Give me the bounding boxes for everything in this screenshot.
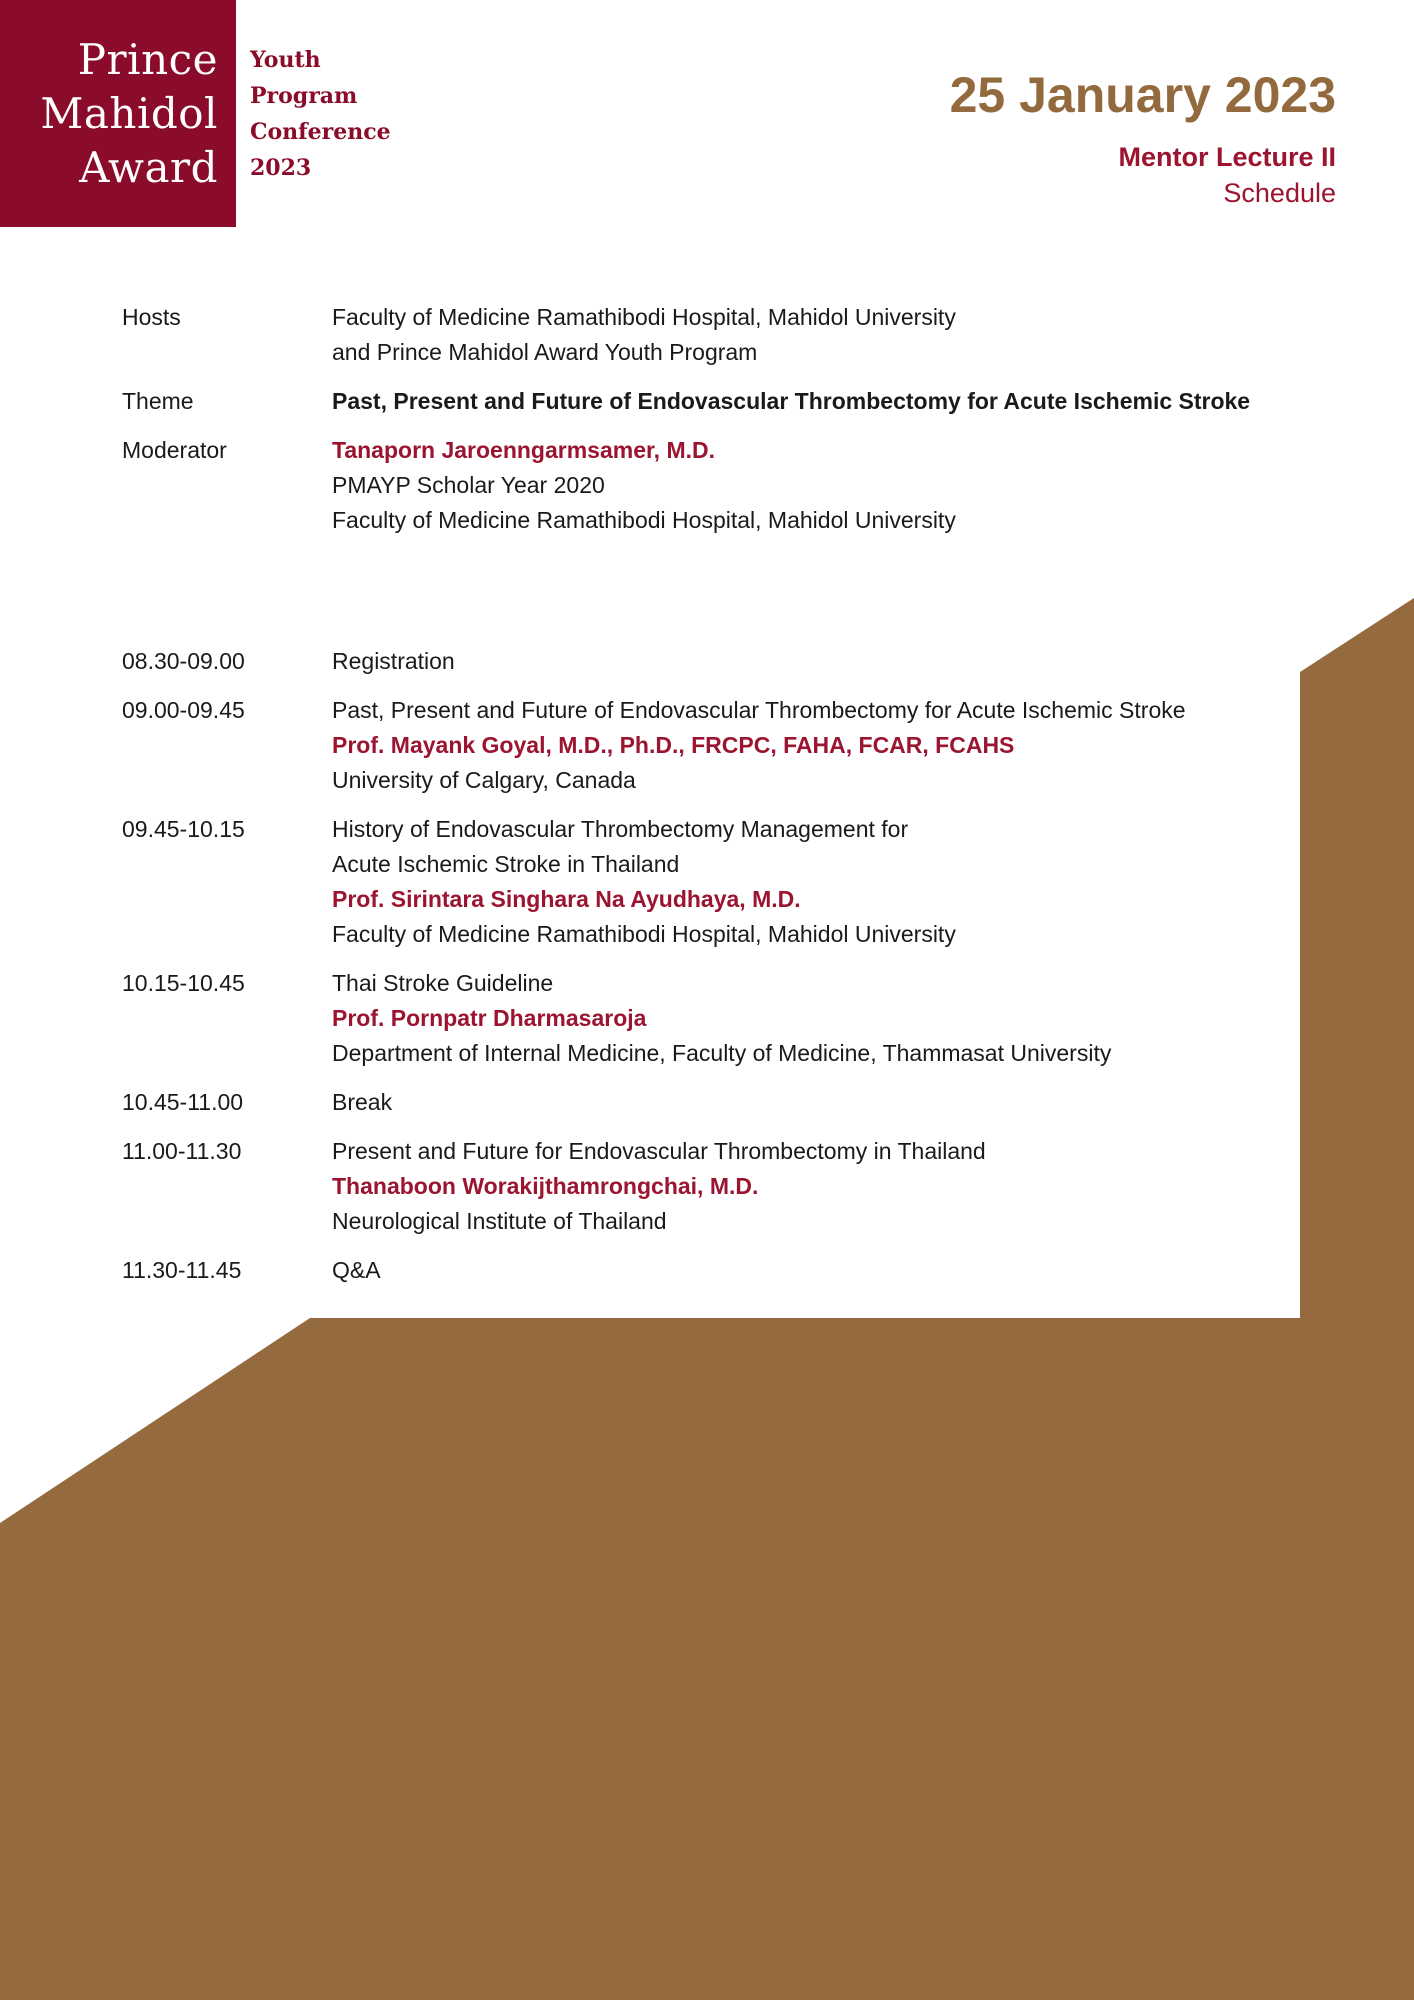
program-line: Conference	[250, 119, 391, 145]
schedule-content	[122, 300, 1302, 1302]
session-title: Present and Future for Endovascular Thrombectomy in Thailand	[332, 1138, 986, 1164]
schedule-row	[122, 644, 1302, 679]
session-title: Thai Stroke Guideline	[332, 970, 554, 996]
session-affiliation: Faculty of Medicine Ramathibodi Hospital, Mahidol University	[332, 921, 956, 947]
session-speaker: Thanaboon Worakijthamrongchai, M.D.	[332, 1173, 759, 1199]
hosts-row	[122, 300, 1302, 370]
session-time: 10.45-11.00	[122, 1089, 244, 1115]
moderator-line: PMAYP Scholar Year 2020	[332, 472, 605, 498]
event-date: 25 January 2023	[949, 67, 1336, 123]
theme-label: Theme	[122, 388, 194, 414]
moderator-line: Faculty of Medicine Ramathibodi Hospital, Mahidol University	[332, 507, 956, 533]
schedule-row	[122, 966, 1302, 1071]
logo-line: Award	[79, 142, 218, 192]
session-title: History of Endovascular Thrombectomy Management for	[332, 816, 909, 842]
session-title: Acute Ischemic Stroke in Thailand	[332, 851, 680, 877]
theme-text: Past, Present and Future of Endovascular Thrombectomy for Acute Ischemic Stroke	[332, 388, 1251, 414]
schedule-row	[122, 1134, 1302, 1239]
event-title: Mentor Lecture II	[1118, 142, 1336, 172]
session-time: 11.30-11.45	[122, 1257, 242, 1283]
logo-line: Mahidol	[40, 88, 218, 138]
session-time: 09.45-10.15	[122, 816, 245, 842]
program-name	[250, 42, 391, 186]
session-title: Break	[332, 1089, 393, 1115]
moderator-name: Tanaporn Jaroenngarmsamer, M.D.	[332, 437, 716, 463]
session-time: 09.00-09.45	[122, 697, 245, 723]
moderator-row	[122, 433, 1302, 538]
schedule-row	[122, 1085, 1302, 1120]
hosts-line: Faculty of Medicine Ramathibodi Hospital, Mahidol University	[332, 304, 956, 330]
session-affiliation: Neurological Institute of Thailand	[332, 1208, 667, 1234]
schedule-row	[122, 812, 1302, 952]
session-title: Past, Present and Future of Endovascular Thrombectomy for Acute Ischemic Stroke	[332, 697, 1186, 723]
theme-row	[122, 384, 1302, 419]
hosts-line: and Prince Mahidol Award Youth Program	[332, 339, 758, 365]
logo-box	[0, 0, 236, 227]
schedule-row	[122, 1253, 1302, 1288]
logo-line: Prince	[77, 34, 218, 84]
session-affiliation: Department of Internal Medicine, Faculty of Medicine, Thammasat University	[332, 1040, 1112, 1066]
session-speaker: Prof. Mayank Goyal, M.D., Ph.D., FRCPC, FAHA, FCAR, FCAHS	[332, 732, 1015, 758]
header	[950, 62, 1336, 212]
session-speaker: Prof. Sirintara Singhara Na Ayudhaya, M.D.	[332, 886, 801, 912]
session-affiliation: University of Calgary, Canada	[332, 767, 636, 793]
event-subtitle: Schedule	[1223, 178, 1336, 208]
moderator-label: Moderator	[122, 437, 227, 463]
session-title: Registration	[332, 648, 455, 674]
hosts-label: Hosts	[122, 304, 181, 330]
program-line: 2023	[250, 155, 312, 181]
session-time: 08.30-09.00	[122, 648, 245, 674]
session-time: 10.15-10.45	[122, 970, 245, 996]
session-title: Q&A	[332, 1257, 381, 1283]
program-line: Program	[250, 83, 358, 109]
session-speaker: Prof. Pornpatr Dharmasaroja	[332, 1005, 647, 1031]
schedule-row	[122, 693, 1302, 798]
session-time: 11.00-11.30	[122, 1138, 242, 1164]
program-line: Youth	[250, 47, 321, 73]
